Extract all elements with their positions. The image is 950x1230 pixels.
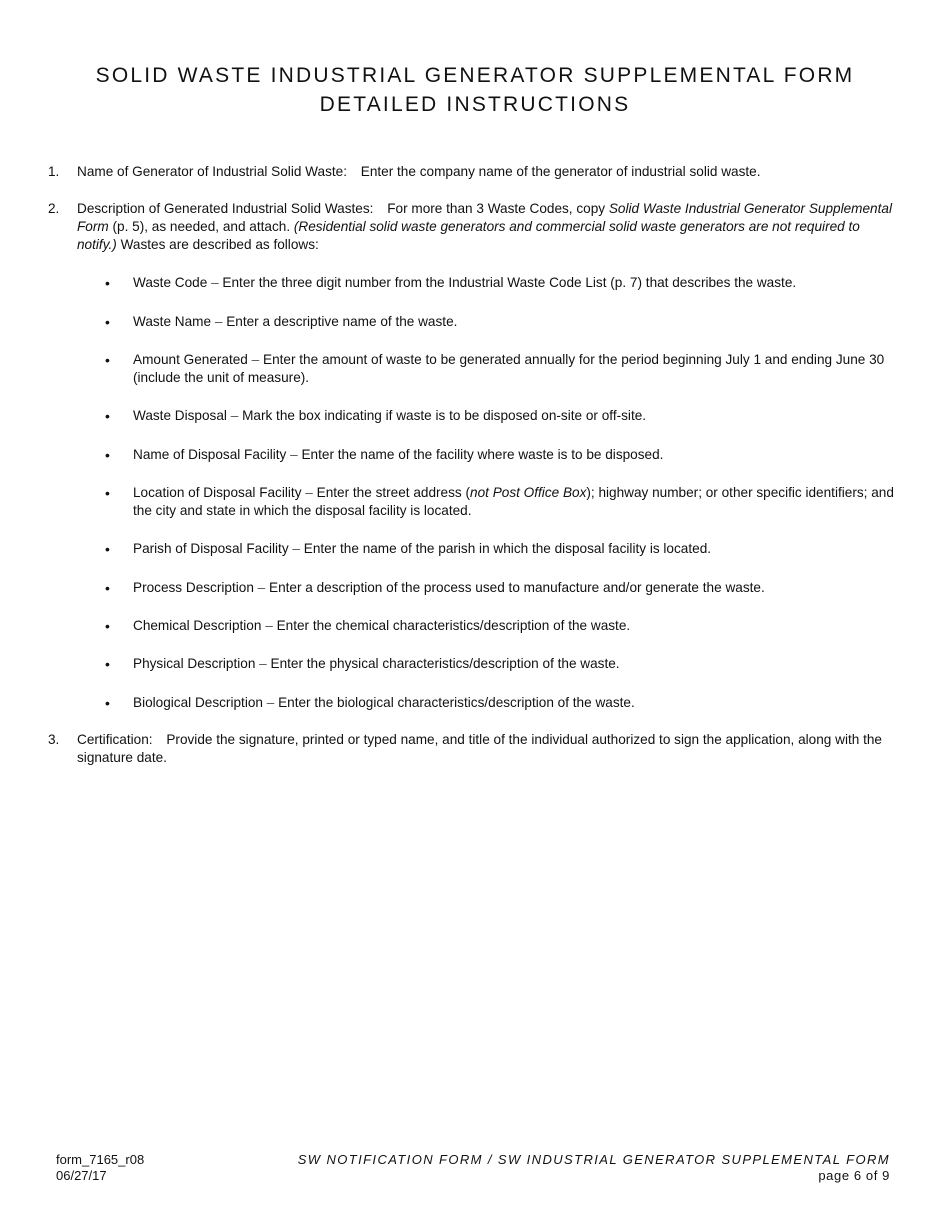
instruction-item-1 [48,163,903,181]
bullet-term: Amount Generated [133,352,248,367]
bullet-icon: • [105,352,110,368]
bullet-item-biological-description [105,694,900,712]
bullet-icon: • [105,447,110,463]
bullet-item-process-description [105,579,900,597]
dash: – [257,580,266,595]
item-label: Name of Generator of Industrial Solid Waste: [77,164,347,179]
footer-left [56,1152,144,1184]
dash: – [251,352,260,367]
bullet-term: Chemical Description [133,618,262,633]
bullet-item-name-of-disposal-facility [105,446,900,464]
bullet-term: Biological Description [133,695,263,710]
form-id: form_7165_r08 [56,1152,145,1167]
bullet-item-physical-description [105,655,900,673]
bullet-icon: • [105,275,110,291]
bullet-term: Name of Disposal Facility [133,447,287,462]
bullet-item-chemical-description [105,617,900,635]
item-label: Description of Generated Industrial Solid Wastes: [77,201,374,216]
bullet-text: Enter a description of the process used to manufacture and/or generate the waste. [269,580,765,595]
bullet-icon: • [105,618,110,634]
dash: – [265,618,273,633]
page-number: page 6 of 9 [818,1168,890,1183]
item-number: 3. [48,732,60,747]
bullet-item-amount-generated [105,351,900,387]
page-title-line-1: SOLID WASTE INDUSTRIAL GENERATOR SUPPLEMENTAL FORM [95,64,855,87]
bullet-term: Waste Name [133,314,212,329]
item-number: 2. [48,201,60,216]
footer-right [298,1152,890,1184]
bullet-icon: • [105,695,110,711]
bullet-text: Enter a descriptive name of the waste. [226,314,458,329]
form-date: 06/27/17 [56,1168,107,1183]
item-text: Enter the company name of the generator of industrial solid waste. [360,164,761,179]
instruction-item-2 [48,200,903,254]
bullet-text: Enter the chemical characteristics/description of the waste. [276,618,631,633]
bullet-term: Process Description [133,580,254,595]
dash: – [230,408,239,423]
form-name: SW NOTIFICATION FORM / SW INDUSTRIAL GENERATOR SUPPLEMENTAL FORM [297,1152,890,1167]
page-title-line-2: DETAILED INSTRUCTIONS [319,93,631,116]
item-text: Provide the signature, printed or typed name, and title of the individual authorized to sign the application, along with the signature date. [77,732,882,765]
bullet-icon: • [105,485,110,501]
item-number: 1. [48,164,60,179]
bullet-text: Enter the three digit number from the Industrial Waste Code List (p. 7) that describes the waste. [222,275,797,290]
item-italic-form-name: Solid Waste Industrial Generator Supplemental Form [77,201,892,234]
item-text-b: (p. 5), as needed, and attach. [112,219,291,234]
bullet-italic: not Post Office Box [470,485,587,500]
instruction-item-3 [48,731,903,767]
bullet-item-parish-of-disposal-facility [105,540,900,558]
bullet-item-waste-name [105,313,900,331]
dash: – [266,695,275,710]
bullet-term: Physical Description [133,656,256,671]
bullet-icon: • [105,656,110,672]
bullet-text: Enter the amount of waste to be generated annually for the period beginning July 1 and ending June 30 (include the unit of measure). [133,352,885,385]
bullet-text: Enter the physical characteristics/description of the waste. [270,656,620,671]
bullet-text-a: Enter the street address ( [316,485,471,500]
bullet-term: Location of Disposal Facility [133,485,302,500]
item-text-a: For more than 3 Waste Codes, copy [387,201,606,216]
bullet-icon: • [105,314,110,330]
dash: – [211,275,219,290]
dash: – [290,447,298,462]
bullet-icon: • [105,541,110,557]
bullet-icon: • [105,408,110,424]
bullet-text: Enter the name of the parish in which the disposal facility is located. [303,541,712,556]
bullet-term: Waste Code [133,275,208,290]
bullet-term: Waste Disposal [133,408,227,423]
item-italic-note: (Residential solid waste generators and commercial solid waste generators are not required to notify.) [77,219,860,252]
dash: – [305,485,313,500]
bullet-text-b: ); highway number; or other specific identifiers; and the city and state in which the disposal facility is located. [133,485,894,518]
bullet-text: Mark the box indicating if waste is to be disposed on-site or off-site. [242,408,647,423]
bullet-item-waste-code [105,274,900,292]
dash: – [214,314,223,329]
bullet-item-location-of-disposal-facility [105,484,900,520]
dash: – [292,541,300,556]
item-label: Certification: [77,732,153,747]
dash: – [259,656,267,671]
bullet-text: Enter the name of the facility where waste is to be disposed. [301,447,664,462]
item-text-c: Wastes are described as follows: [120,237,319,252]
bullet-term: Parish of Disposal Facility [133,541,289,556]
bullet-text: Enter the biological characteristics/description of the waste. [278,695,635,710]
bullet-icon: • [105,580,110,596]
bullet-item-waste-disposal [105,407,900,425]
